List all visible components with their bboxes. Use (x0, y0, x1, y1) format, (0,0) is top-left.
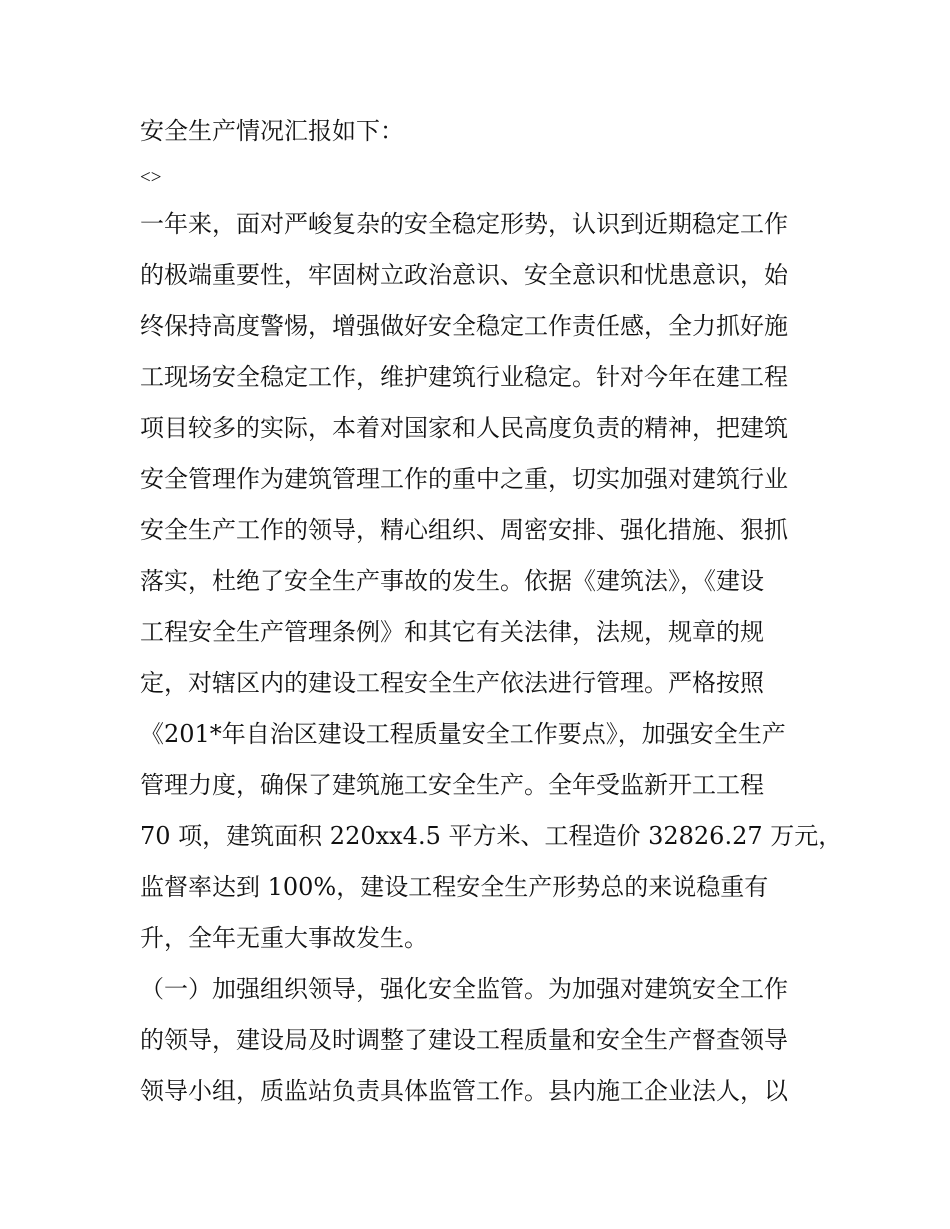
text-line: 安全管理作为建筑管理工作的重中之重，切实加强对建筑行业 (140, 465, 788, 493)
text-line: 《201*年自治区建设工程质量安全工作要点》，加强安全生产 (140, 720, 786, 748)
text-line: （一）加强组织领导，强化安全监管。为加强对建筑安全工作 (140, 975, 788, 1003)
text-line: 的领导，建设局及时调整了建设工程质量和安全生产督查领导 (140, 1026, 788, 1054)
text-line: 监督率达到 100%，建设工程安全生产形势总的来说稳重有 (140, 873, 769, 901)
separator-mark: <> (140, 167, 162, 188)
text-line: 工现场安全稳定工作，维护建筑行业稳定。针对今年在建工程 (140, 363, 788, 391)
document-body (140, 106, 843, 1117)
text-line: 升，全年无重大事故发生。 (140, 924, 428, 952)
text-line: 定，对辖区内的建设工程安全生产依法进行管理。严格按照 (140, 669, 764, 697)
text-line: 一年来，面对严峻复杂的安全稳定形势，认识到近期稳定工作 (140, 210, 788, 238)
section-heading: 安全生产情况汇报如下： (140, 117, 404, 145)
paragraph-1 (140, 199, 843, 964)
text-line: 项目较多的实际，本着对国家和人民高度负责的精神，把建筑 (140, 414, 788, 442)
text-line: 的极端重要性，牢固树立政治意识、安全意识和忧患意识，始 (140, 261, 788, 289)
text-line: 领导小组，质监站负责具体监管工作。县内施工企业法人，以 (140, 1077, 788, 1105)
text-line: 管理力度，确保了建筑施工安全生产。全年受监新开工工程 (140, 771, 764, 799)
text-line: 落实，杜绝了安全生产事故的发生。依据《建筑法》，《建设 (140, 567, 764, 595)
text-line: 安全生产工作的领导，精心组织、周密安排、强化措施、狠抓 (140, 516, 788, 544)
text-line: 70 项，建筑面积 220xx4.5 平方米、工程造价 32826.27 万元， (140, 822, 843, 850)
text-line: 工程安全生产管理条例》和其它有关法律，法规，规章的规 (140, 618, 764, 646)
paragraph-2 (140, 964, 820, 1117)
text-line: 终保持高度警惕，增强做好安全稳定工作责任感，全力抓好施 (140, 312, 788, 340)
